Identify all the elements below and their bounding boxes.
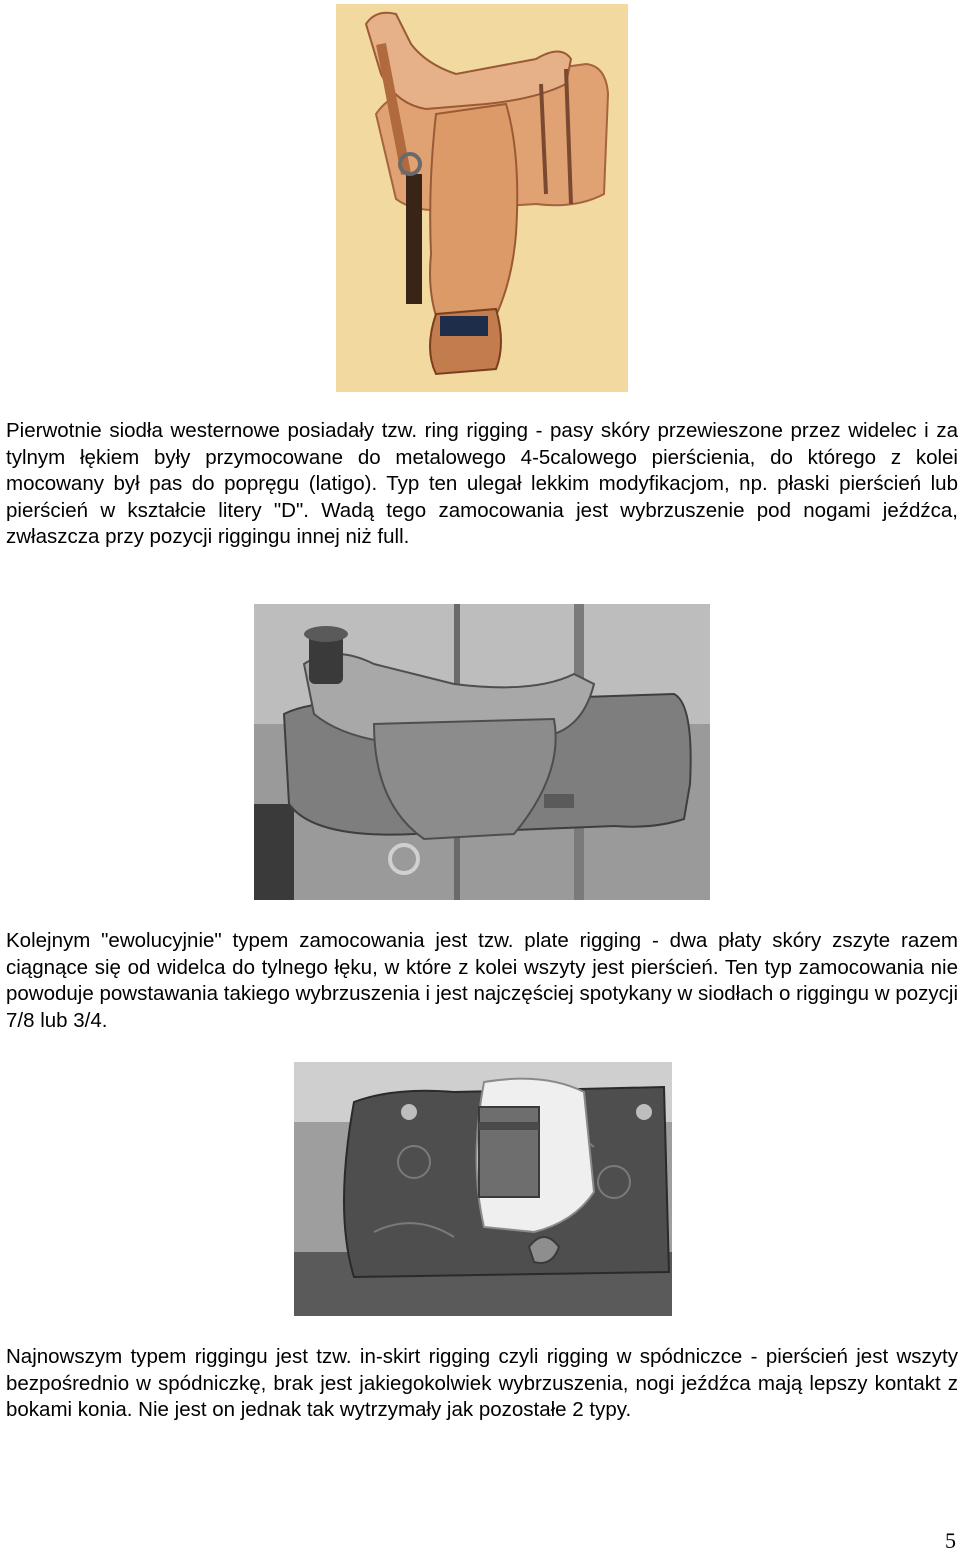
figure-ring-rigging <box>336 4 628 392</box>
saddle-photo-3 <box>294 1062 672 1316</box>
figure-plate-rigging <box>254 604 710 900</box>
paragraph-in-skirt-rigging: Najnowszym typem riggingu jest tzw. in-skirt rigging czyli rigging w spódniczce - pierścień jest wszyty bezpośrednio w spódniczkę, brak jest jakiegokolwiek wybrzuszenia, nogi jeźdźca mają lepszy kontakt z bokami konia. Nie jest on jednak tak wytrzymały jak pozostałe 2 typy. <box>6 1345 958 1421</box>
paragraph-plate-rigging: Kolejnym "ewolucyjnie" typem zamocowania jest tzw. plate rigging - dwa płaty skóry zszyte razem ciągnące się od widelca do tylnego łęku, w które z kolei wszyty jest pierścień. Ten typ zamocowania nie powoduje powstawania takiego wybrzuszenia i jest najczęściej spotykany w siodłach o riggingu w pozycji 7/8 lub 3/4. <box>6 929 958 1032</box>
page-number: 5 <box>945 1528 956 1553</box>
paragraph-ring-rigging: Pierwotnie siodła westernowe posiadały tzw. ring rigging - pasy skóry przewieszone przez widelec i za tylnym łękiem były przymocowane do metalowego 4-5calowego pierścienia, do którego z kolei mocowany był pas do popręgu (latigo). Typ ten ulegał lekkim modyfikacjom, np. płaski pierścień lub pierścień w kształcie litery "D". Wadą tego zamocowania jest wybrzuszenie pod nogami jeźdźca, zwłaszcza przy pozycji riggingu innej niż full. <box>6 419 958 548</box>
saddle-photo-1 <box>336 4 628 392</box>
figure-in-skirt-rigging <box>294 1062 672 1316</box>
saddle-photo-2 <box>254 604 710 900</box>
